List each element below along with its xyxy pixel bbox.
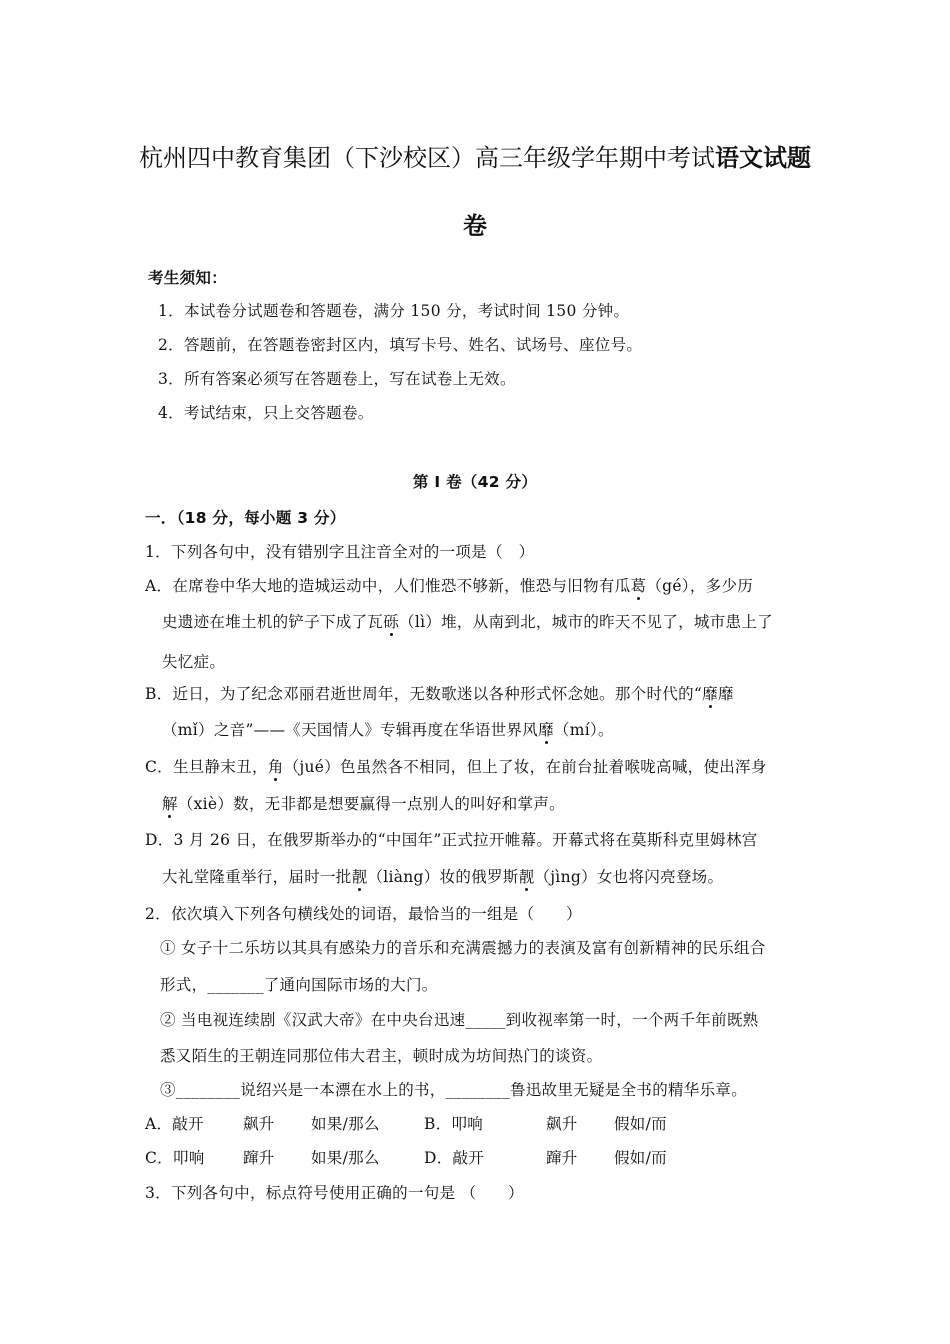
q2-option-c-word3: 如果/那么 — [311, 1149, 380, 1167]
q2-option-a-word2: 飙升 — [243, 1115, 275, 1133]
notice-item-1: 1．本试卷分试题卷和答题卷，满分 150 分，考试时间 150 分钟。 — [158, 302, 630, 320]
q2-sentence-1-line1: ① 女子十二乐坊以其具有感染力的音乐和充满震撼力的表演及富有创新精神的民乐组合 — [160, 939, 766, 957]
emphasis-char: 角 — [267, 758, 284, 776]
q1-stem: 1．下列各句中，没有错别字且注音全对的一项是（ ） — [145, 543, 535, 561]
text-segment: （mǐ）之音”——《天国情人》专辑再度在华语世界风 — [162, 721, 539, 739]
q1-option-c-line2 — [162, 792, 565, 814]
emphasis-char: 靓 — [518, 868, 535, 886]
q1-option-a-line3: 失忆症。 — [162, 653, 226, 671]
q2-sentence-2-line2: 悉又陌生的王朝连同那位伟大君主，顿时成为坊间热门的谈资。 — [160, 1047, 603, 1065]
text-segment: （jué）色虽然各不相同，但上了妆，在前台扯着喉咙高喊，使出浑身 — [283, 758, 767, 776]
q2-option-d-word3: 假如/而 — [614, 1149, 667, 1167]
text-segment: 史遗迹在堆土机的铲子下成了瓦 — [162, 613, 384, 631]
q2-stem: 2．依次填入下列各句横线处的词语，最恰当的一组是（ ） — [145, 905, 582, 923]
notice-item-3: 3．所有答案必须写在答题卷上，写在试卷上无效。 — [158, 370, 516, 388]
q2-option-d-label: D．敲开 — [424, 1149, 485, 1167]
text-segment: C．生旦静末丑， — [145, 758, 268, 776]
emphasis-char: 靡 — [538, 721, 554, 739]
q2-sentence-3: ③________说绍兴是一本漂在水上的书，________鲁迅故里无疑是全书的精华乐章。 — [160, 1081, 748, 1099]
q1-option-c-line1 — [145, 755, 767, 777]
q2-option-b-word2: 飙升 — [546, 1115, 578, 1133]
q1-option-d-line1: D．3 月 26 日，在俄罗斯举办的“中国年”正式拉开帷幕。开幕式将在莫斯科克里姆林宫 — [145, 831, 758, 849]
notice-item-4: 4．考试结束，只上交答题卷。 — [158, 404, 374, 422]
q2-option-a-label: A．敲开 — [145, 1115, 204, 1133]
q2-sentence-1-line2: 形式，_______了通向国际市场的大门。 — [160, 976, 438, 994]
text-segment: （jìng）女也将闪亮登场。 — [534, 868, 724, 886]
q1-option-a-line2 — [162, 610, 773, 632]
q2-option-c-word2: 蹿升 — [243, 1149, 275, 1167]
exam-title-bold: 语文试题 — [715, 144, 811, 172]
text-segment: 大礼堂隆重举行，届时一批 — [162, 868, 352, 886]
text-segment: （liàng）妆的俄罗斯 — [367, 868, 519, 886]
emphasis-char: 解 — [162, 795, 178, 813]
text-segment: B．近日，为了纪念邓丽君逝世周年，无数歌迷以各种形式怀念她。那个时代的“ — [145, 685, 703, 703]
q1-option-b-line2 — [162, 718, 614, 740]
section-heading: 第 I 卷（42 分） — [412, 473, 538, 491]
text-segment: 靡 — [717, 685, 734, 703]
exam-title-normal: 杭州四中教育集团（下沙校区）高三年级学年期中考试 — [139, 144, 715, 172]
emphasis-char: 葛 — [630, 577, 647, 595]
q2-option-b-word3: 假如/而 — [614, 1115, 667, 1133]
q1-option-a-line1 — [145, 574, 753, 596]
text-segment: （xiè）数，无非都是想要赢得一点别人的叫好和掌声。 — [177, 795, 565, 813]
q2-option-b-label: B．叩响 — [424, 1115, 484, 1133]
q3-stem: 3．下列各句中，标点符号使用正确的一句是 （ ） — [145, 1184, 524, 1202]
notice-item-2: 2．答题前，在答题卷密封区内，填写卡号、姓名、试场号、座位号。 — [158, 336, 643, 354]
emphasis-char: 砾 — [383, 613, 400, 631]
text-segment: A．在席卷中华大地的造城运动中，人们惟恐不够新，惟恐与旧物有瓜 — [145, 577, 631, 595]
q2-option-d-word2: 蹿升 — [546, 1149, 578, 1167]
part-one-heading: 一．（18 分，每小题 3 分） — [145, 509, 346, 527]
q1-option-d-line2 — [162, 865, 723, 887]
q1-option-b-line1 — [145, 682, 734, 704]
q2-sentence-2-line1: ② 当电视连续剧《汉武大帝》在中央台迅速_____到收视率第一时，一个两千年前既熟 — [160, 1011, 759, 1029]
notice-heading: 考生须知： — [148, 269, 228, 287]
q2-options-row-2 — [145, 1146, 667, 1168]
text-segment: （mí）。 — [553, 721, 614, 739]
q2-option-c-label: C．叩响 — [145, 1149, 205, 1167]
q2-option-a-word3: 如果/那么 — [311, 1115, 380, 1133]
emphasis-char: 靓 — [351, 868, 368, 886]
emphasis-char: 靡 — [702, 685, 718, 703]
q2-options-row-1 — [145, 1112, 667, 1134]
exam-title-line2: 卷 — [463, 212, 487, 240]
text-segment: （gé），多少历 — [646, 577, 754, 595]
text-segment: （lì）堆，从南到北，城市的昨天不见了，城市患上了 — [399, 613, 773, 631]
exam-title-line1 — [0, 138, 950, 173]
